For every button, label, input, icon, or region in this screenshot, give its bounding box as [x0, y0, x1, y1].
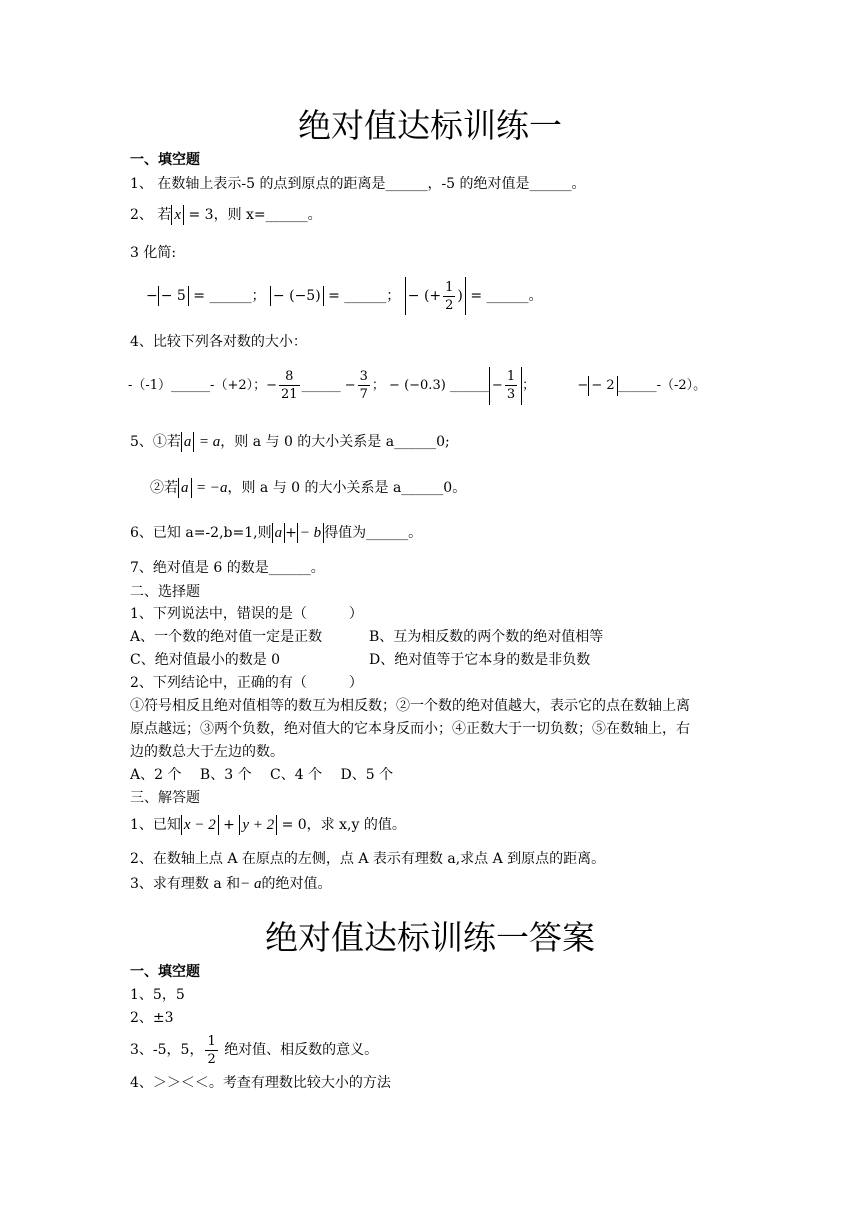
option-2-1-c: C、绝对值最小的数是 0	[130, 652, 281, 668]
option-2-1-a: A、一个数的绝对值一定是正数	[130, 629, 323, 645]
abs-neg-2: − 2	[588, 376, 617, 396]
var-a: a	[183, 434, 192, 450]
q5b-suffix: ，则 a 与 0 的大小关系是 a______0。	[227, 480, 467, 496]
compare-2-neg: −	[266, 378, 278, 393]
question-1-5a	[130, 432, 450, 452]
q31-plus: +	[223, 817, 235, 833]
fraction-one-half	[443, 279, 455, 314]
fraction-1-3	[505, 368, 517, 403]
q5a-suffix: ，则 a 与 0 的大小关系是 a______0;	[220, 434, 450, 450]
question-1-4-expr	[128, 366, 706, 406]
question-3-1	[130, 815, 406, 835]
option-2-1-b: B、互为相反数的两个数的绝对值相等	[369, 629, 604, 645]
q33-prefix: 3、求有理数 a 和	[130, 876, 241, 892]
abs-b: − (−5)	[270, 286, 324, 306]
question-2-2-line-2: 原点越远；③两个负数，绝对值大的它本身反而小；④正数大于一切负数；⑤在数轴上，右	[130, 721, 690, 737]
question-1-4-label: 4、比较下列各对数的大小：	[130, 334, 307, 350]
question-1-1: 1、 在数轴上表示-5 的点到原点的距离是______，-5 的绝对值是______。	[130, 176, 586, 192]
question-2-2: 2、下列结论中，正确的有（ ）	[130, 675, 363, 691]
q2-eq: = 3	[188, 207, 214, 223]
expr-b-tail: = ______；	[328, 288, 401, 304]
answer-title: 绝对值达标训练一答案	[265, 918, 595, 957]
question-1-2	[130, 205, 322, 225]
question-1-3-expr	[146, 277, 543, 315]
fraction-3-7	[358, 368, 370, 403]
answer-2: 2、±3	[130, 1010, 174, 1026]
q31-eq: = 0	[281, 817, 307, 833]
abs-c	[405, 277, 466, 315]
abs-a	[181, 432, 195, 452]
abs-x-minus-2	[181, 815, 219, 835]
expr-a-tail: = ______；	[193, 288, 266, 304]
q2-suffix: ，则 x=______。	[213, 207, 322, 223]
a3-suffix: 绝对值、相反数的意义。	[224, 1042, 379, 1058]
question-2-2-line-1: ①符号相反且绝对值相等的数互为相反数；②一个数的绝对值越大，表示它的点在数轴上离	[130, 698, 690, 714]
q33-suffix: 的绝对值。	[261, 876, 332, 892]
compare-4-tail: ______-（-2）。	[617, 378, 707, 393]
answer-1: 1、5，5	[130, 987, 185, 1003]
a3-prefix: 3、-5，5，	[130, 1042, 204, 1058]
answer-4: 4、＞＞＜＜。考查有理数比较大小的方法	[130, 1075, 391, 1091]
option-2-1-d: D、绝对值等于它本身的数是非负数	[369, 652, 591, 668]
fraction-num: 1	[445, 279, 454, 295]
section-answer-heading: 三、解答题	[130, 790, 200, 806]
term-y-plus-2: y + 2	[242, 817, 275, 833]
compare-3-tail: ；	[522, 378, 536, 393]
q5a-eq: = a	[198, 434, 221, 450]
term-x-minus-2: x − 2	[183, 817, 216, 833]
answer-fill-blank-heading: 一、填空题	[130, 964, 200, 980]
abs-neg-third	[489, 367, 522, 405]
page-title: 绝对值达标训练一	[298, 106, 562, 145]
answer-3	[130, 1030, 378, 1070]
var-neg-b: − b	[299, 525, 322, 541]
expr-c-post: )	[457, 288, 463, 304]
question-1-3-label: 3 化简:	[130, 245, 177, 261]
compare-3-neg: −	[491, 377, 503, 393]
question-1-6	[130, 523, 422, 543]
question-1-7: 7、绝对值是 6 的数是______。	[130, 560, 325, 576]
question-3-2: 2、在数轴上点 A 在原点的左侧，点 A 表示有理数 a,求点 A 到原点的距离。	[130, 851, 606, 867]
q31-suffix: ，求 x,y 的值。	[306, 817, 406, 833]
q6-suffix: 得值为______。	[324, 525, 423, 541]
fraction-num: 8	[279, 368, 300, 386]
fraction-den: 2	[207, 1051, 216, 1067]
fraction-num: 1	[506, 368, 516, 384]
compare-pair-1: -（-1）______-（+2）；	[128, 378, 267, 393]
question-2-1: 1、下列说法中，错误的是（ ）	[130, 606, 363, 622]
section-fill-blank-heading: 一、填空题	[130, 152, 200, 168]
fraction-num: 1	[207, 1033, 216, 1049]
abs-neg-b	[297, 523, 324, 543]
fraction-one-half	[205, 1033, 217, 1068]
fraction-den: 2	[445, 297, 454, 313]
expr-a-neg: −	[146, 288, 158, 304]
abs-x	[171, 205, 184, 225]
var-a: a	[274, 525, 283, 541]
abs-a: − 5	[158, 286, 189, 306]
fraction-den: 3	[506, 386, 516, 402]
options-2-2: A、2 个 B、3 个 C、4 个 D、5 个	[130, 767, 394, 783]
compare-4-neg: −	[577, 378, 589, 393]
q2-prefix: 2、 若	[130, 207, 172, 223]
fraction-den: 21	[281, 387, 298, 402]
compare-2-mid: ______ −	[301, 378, 356, 393]
expr-c-pre: − (+	[407, 288, 442, 304]
fraction-8-21	[279, 368, 300, 403]
expr-c-tail: = ______。	[470, 288, 543, 304]
q5b-prefix: ②若	[150, 480, 178, 496]
var-a: a	[181, 480, 189, 496]
abs-y-plus-2	[239, 815, 277, 835]
question-1-5b	[150, 478, 466, 498]
var-x: x	[174, 207, 182, 223]
var-neg-a: − a	[240, 876, 262, 892]
fraction-den: 7	[359, 387, 368, 402]
q6-prefix: 6、已知 a=-2,b=1,则	[130, 525, 272, 541]
abs-a	[178, 478, 192, 498]
question-3-3	[130, 874, 332, 894]
compare-3-pre: − (−0.3) ______	[389, 378, 489, 393]
q6-plus: +	[285, 525, 297, 541]
fraction-num: 3	[359, 369, 368, 384]
q5a-prefix: 5、①若	[130, 434, 181, 450]
q31-prefix: 1、已知	[130, 817, 181, 833]
compare-2-tail: ；	[371, 378, 385, 393]
question-2-2-line-3: 边的数总大于左边的数。	[130, 744, 284, 760]
q5b-eq: = −a	[195, 480, 228, 496]
abs-a	[272, 523, 286, 543]
section-choice-heading: 二、选择题	[130, 584, 200, 600]
